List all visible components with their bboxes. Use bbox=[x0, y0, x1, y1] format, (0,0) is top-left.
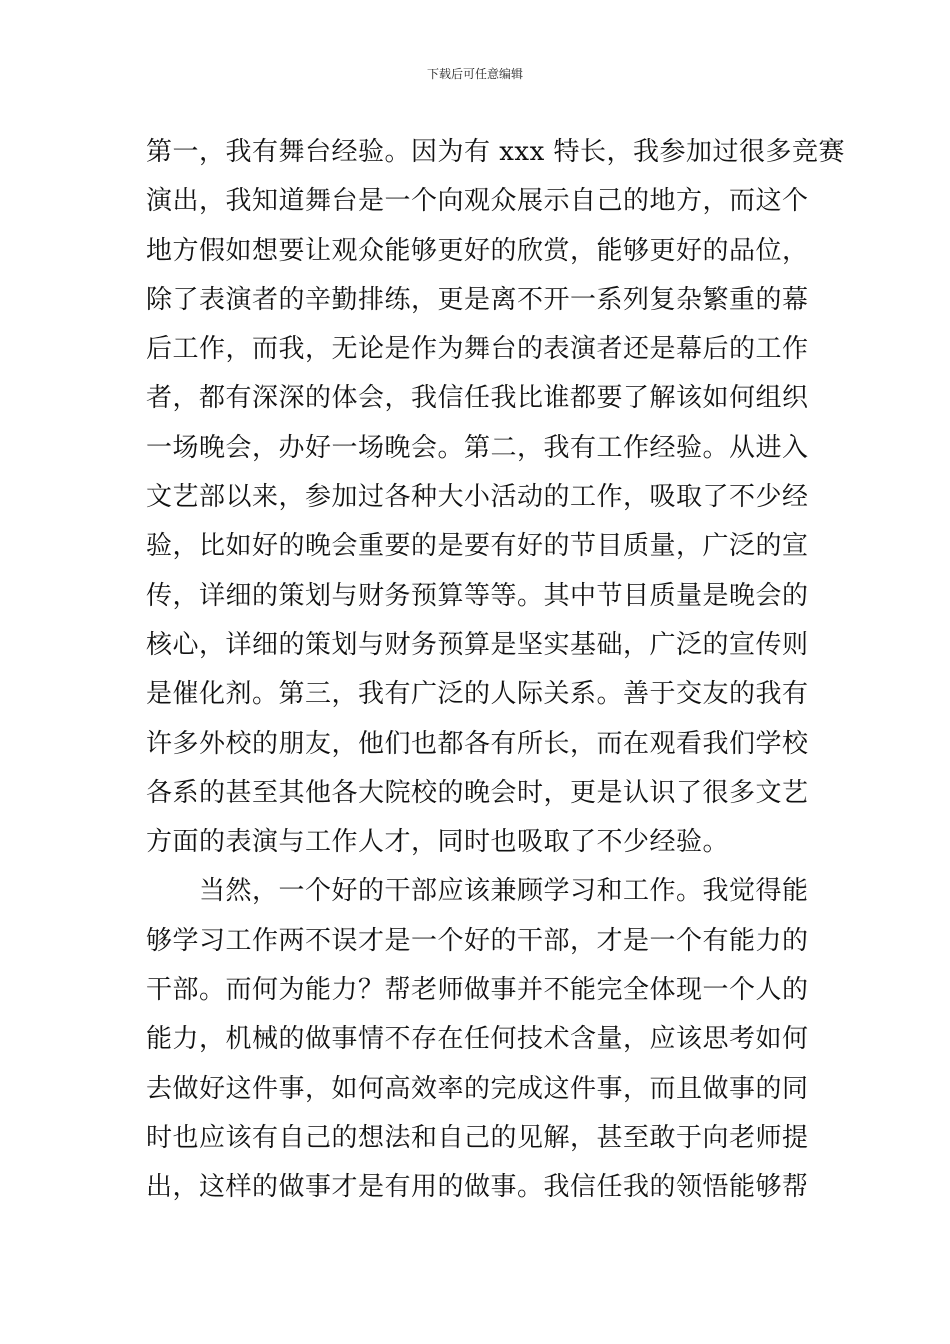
text-line: 许多外校的朋友，他们也都各有所长，而在观看我们学校 bbox=[146, 728, 809, 759]
text-line: 去做好这件事，如何高效率的完成这件事，而且做事的同 bbox=[146, 1073, 809, 1104]
text-line: 核心，详细的策划与财务预算是坚实基础，广泛的宣传则 bbox=[146, 629, 809, 660]
text-line: 除了表演者的辛勤排练，更是离不开一系列复杂繁重的幕 bbox=[146, 284, 809, 315]
paragraph-1 bbox=[146, 128, 846, 867]
text-line: 时也应该有自己的想法和自己的见解，甚至敢于向老师提 bbox=[146, 1122, 809, 1153]
text-line: 地方假如想要让观众能够更好的欣赏，能够更好的品位， bbox=[146, 235, 809, 266]
text-line: 能力，机械的做事情不存在任何技术含量，应该思考如何 bbox=[146, 1024, 809, 1055]
text-line: 者，都有深深的体会，我信任我比谁都要了解该如何组织 bbox=[146, 383, 809, 414]
document-body bbox=[146, 128, 846, 1213]
text-line: 后工作，而我，无论是作为舞台的表演者还是幕后的工作 bbox=[146, 334, 809, 365]
page-header-note: 下载后可任意编辑 bbox=[426, 67, 523, 81]
text-line: 当然，一个好的干部应该兼顾学习和工作。我觉得能 bbox=[146, 876, 809, 907]
text-line: 演出，我知道舞台是一个向观众展示自己的地方，而这个 bbox=[146, 186, 809, 217]
text-line: 干部。而何为能力？帮老师做事并不能完全体现一个人的 bbox=[146, 975, 809, 1006]
text-line: 出，这样的做事才是有用的做事。我信任我的领悟能够帮 bbox=[146, 1172, 809, 1203]
text-line: 传，详细的策划与财务预算等等。其中节目质量是晚会的 bbox=[146, 580, 809, 611]
text-line: 方面的表演与工作人才，同时也吸取了不少经验。 bbox=[146, 827, 730, 858]
text-line: 够学习工作两不误才是一个好的干部，才是一个有能力的 bbox=[146, 925, 809, 956]
text-line: 各系的甚至其他各大院校的晚会时，更是认识了很多文艺 bbox=[146, 777, 809, 808]
text-line: 文艺部以来，参加过各种大小活动的工作，吸取了不少经 bbox=[146, 482, 809, 513]
text-line: 一场晚会，办好一场晚会。第二，我有工作经验。从进入 bbox=[146, 432, 809, 463]
paragraph-2 bbox=[146, 867, 808, 1212]
text-line: 是催化剂。第三，我有广泛的人际关系。善于交友的我有 bbox=[146, 679, 809, 710]
text-line: 第一，我有舞台经验。因为有 xxx 特长，我参加过很多竞赛 bbox=[146, 137, 846, 167]
text-line: 验，比如好的晚会重要的是要有好的节目质量，广泛的宣 bbox=[146, 531, 809, 562]
